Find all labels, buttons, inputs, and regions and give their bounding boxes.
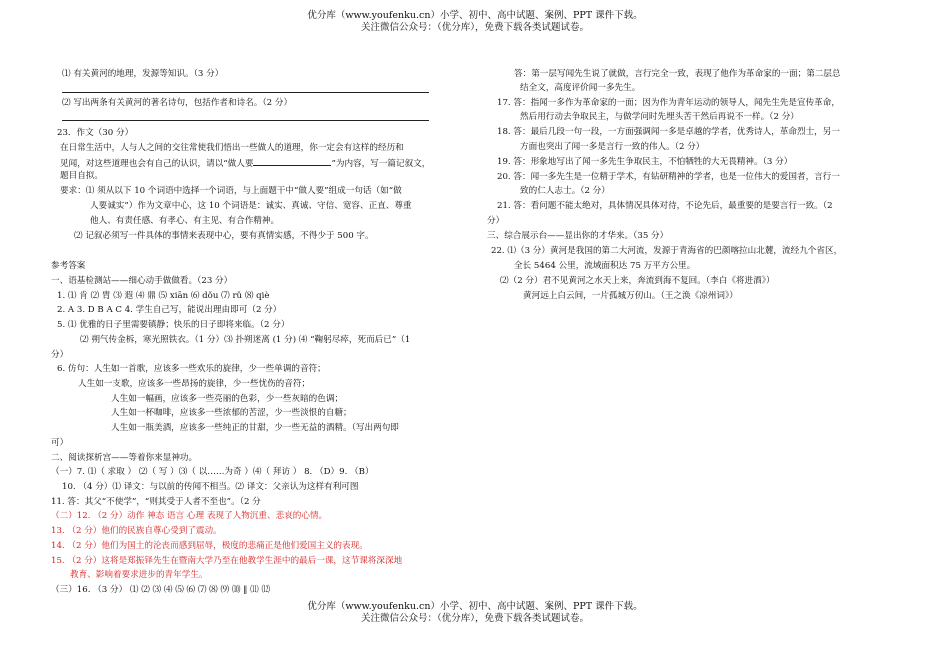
answer-item: 人生如一瓶美酒，应该多一些纯正的甘甜，少一些无益的酒精。（写出两句即 (111, 423, 399, 433)
answer-item: 22. ⑴（3 分）黄河是我国的第二大河流，发源于青海省的巴颜喀拉山北麓，流经九个省区， (491, 246, 843, 256)
answer-item: 人生如一幅画，应该多一些亮丽的色彩，少一些灰暗的色调； (111, 394, 344, 404)
answer-item: 全长 5464 公里，流域面积达 75 万平方公里。 (514, 261, 696, 271)
essay-prompt: 题目自拟。 (60, 171, 103, 181)
header-line-1: 优分库（www.youfenku.cn）小学、初中、高中试题、案例、PPT 课件下载。 (307, 10, 643, 21)
essay-requirement: ⑵ 记叙必须写一件具体的事情来表现中心，要有真情实感，不得少于 500 字。 (74, 231, 374, 241)
answer-item: 19. 答：形象地写出了闻一多先生争取民主，不怕牺牲的大无畏精神。（3 分） (497, 157, 793, 167)
answer-item: 2. A 3. D B A C 4. 学生自己写，能说出理由即可（2 分） (57, 305, 282, 315)
answer-item: 方面也突出了闻一多是言行一致的伟人。（2 分） (520, 142, 705, 152)
answer-item: 15. （2 分）这将是郑振铎先生在暨南大学乃至在他教学生涯中的最后一课，这节课将深深地 (51, 556, 403, 566)
answer-item: （二）12. （2 分）动作 神态 语言 心理 表现了人物沉重、悲哀的心情。 (51, 511, 328, 521)
question-2: ⑵ 写出两条有关黄河的著名诗句，包括作者和诗名。（2 分） (62, 98, 293, 108)
answer-key-title: 参考答案 (51, 261, 86, 271)
page-header (0, 10, 950, 34)
question-1: ⑴ 有关黄河的地理，发源等知识。（3 分） (62, 69, 224, 79)
answer-item: 致的仁人志士。（2 分） (520, 186, 610, 196)
answer-item: 10. （4 分）⑴ 译文：与以前的传闻不相当。⑵ 译文：父亲认为这样有利可图 (62, 482, 359, 492)
answer-item: 5. ⑴ 优雅的日子里需要镇静；快乐的日子即将来临。（2 分） (57, 320, 290, 330)
essay-requirement: 他人、有责任感、有孝心、有主见、有合作精神。 (90, 216, 280, 226)
answer-item: 然后用行动去争取民主，与做学问时先埋头苦干然后再说不一样。（2 分） (520, 112, 799, 122)
answer-item: （三）16. （3 分） ⑴ ⑵ ⑶ ⑷ ⑸ ⑹ ⑺ ⑻ ⑼ ⑽ ‖ ⑾ ⑿ (51, 585, 271, 595)
section-heading: 一、语基检测站——细心动手做做看。（23 分） (51, 276, 233, 286)
answer-item: 教育、影响着要求进步的青年学生。 (70, 570, 208, 580)
footer-line-1: 优分库（www.youfenku.cn）小学、初中、高中试题、案例、PPT 课件下载。 (307, 601, 643, 612)
answer-item: 18. 答：最后几段一句一段，一方面强调闻一多是卓越的学者，优秀诗人，革命烈士，另一 (497, 127, 840, 137)
answer-item: 17. 答：指闻一多作为革命家的一面；因为作为青年运动的领导人，闻先生先是宣传革命， (497, 98, 840, 108)
answer-item: ⑵（2 分）君不见黄河之水天上来，奔流到海不复回。（李白《将进酒》） (500, 276, 775, 286)
section-heading: 三、综合展示台——显出你的才华来。（35 分） (487, 231, 669, 241)
answer-item: 6. 仿句：人生如一首歌，应该多一些欢乐的旋律，少一些单调的音符； (57, 364, 326, 374)
answer-item: 11. 答：其父“不使学”，“则其受于人者不至也”。（2 分 (51, 497, 261, 507)
footer-line-2: 关注微信公众号：（优分库），免费下载各类试题试卷。 (360, 613, 589, 624)
essay-prompt: 见闻，对这些道理也会有自己的认识，请以“做人要 ”为内容，写一篇记叙文， (60, 159, 431, 169)
answer-item: 可） (51, 438, 69, 448)
answer-item: 人生如一支歌，应该多一些昂扬的旋律，少一些忧伤的音符； (78, 379, 311, 389)
answer-item: 20. 答：闻一多先生是一位精于学术，有钻研精神的学者，也是一位伟大的爱国者，言行一 (497, 172, 840, 182)
answer-item: 分） (51, 350, 69, 360)
essay-requirement: 人要诚实”）作为文章中心，这 10 个词语是：诚实、真诚、守信、宽容、正直、尊重 (90, 201, 412, 211)
essay-requirement: 要求：⑴ 须从以下 10 个词语中选择一个词语，与上面题干中“做人要”组成一句话（如“做 (60, 186, 402, 196)
header-line-2: 关注微信公众号：（优分库），免费下载各类试题试卷。 (360, 22, 589, 33)
answer-item: 人生如一杯咖啡，应该多一些浓郁的苦涩，少一些淡恨的自糖； (111, 408, 352, 418)
answer-item: 分） (487, 216, 505, 226)
section-heading: 二、阅读探析宫——等着你来显神功。 (51, 453, 198, 463)
answer-item: 答：第一层写闻先生说了就做，言行完全一致，表现了他作为革命家的一面；第二层总 (514, 69, 841, 79)
answer-item: 21. 答：看问题不能太绝对，具体情况具体对待，不论先后，最重要的是要言行一致。（2 (497, 201, 833, 211)
answer-item: 黄河远上白云间，一片孤城万仞山。（王之涣《凉州词》） (523, 291, 738, 301)
answer-item: 结全文，高度评价闻一多先生。 (520, 83, 641, 93)
page-footer (0, 601, 950, 625)
fill-blank (253, 157, 331, 166)
answer-item: 1. ⑴ 肯 ⑵ 胄 ⑶ 遐 ⑷ 鼎 ⑸ xiān ⑹ dǒu ⑺ rǔ ⑻ qiè (57, 291, 270, 301)
answer-item: （一）7. ⑴（ 求取 ） ⑵（ 写 ）⑶（ 以……为奇 ）⑷（ 拜访 ） 8. （D）9. （B） (51, 467, 374, 477)
answer-line (62, 120, 429, 121)
question-23: 23．作文（30 分） (57, 128, 134, 138)
essay-prompt: 在日常生活中，人与人之间的交往常使我们悟出一些做人的道理，你一定会有这样的经历和 (60, 143, 404, 153)
answer-item: ⑵ 朔气传金柝，寒光照铁衣。（1 分）⑶ 扑朔迷离 (1 分) ⑷ “鞠躬尽瘁，死而后已”（1 (80, 335, 411, 345)
answer-line (62, 92, 429, 93)
answer-item: 13. （2 分）他们的民族自尊心受到了震动。 (51, 526, 222, 536)
answer-item: 14. （2 分）他们为国土的沦丧而感到屈辱，极度的悲痛正是他们爱国主义的表现。 (51, 541, 368, 551)
